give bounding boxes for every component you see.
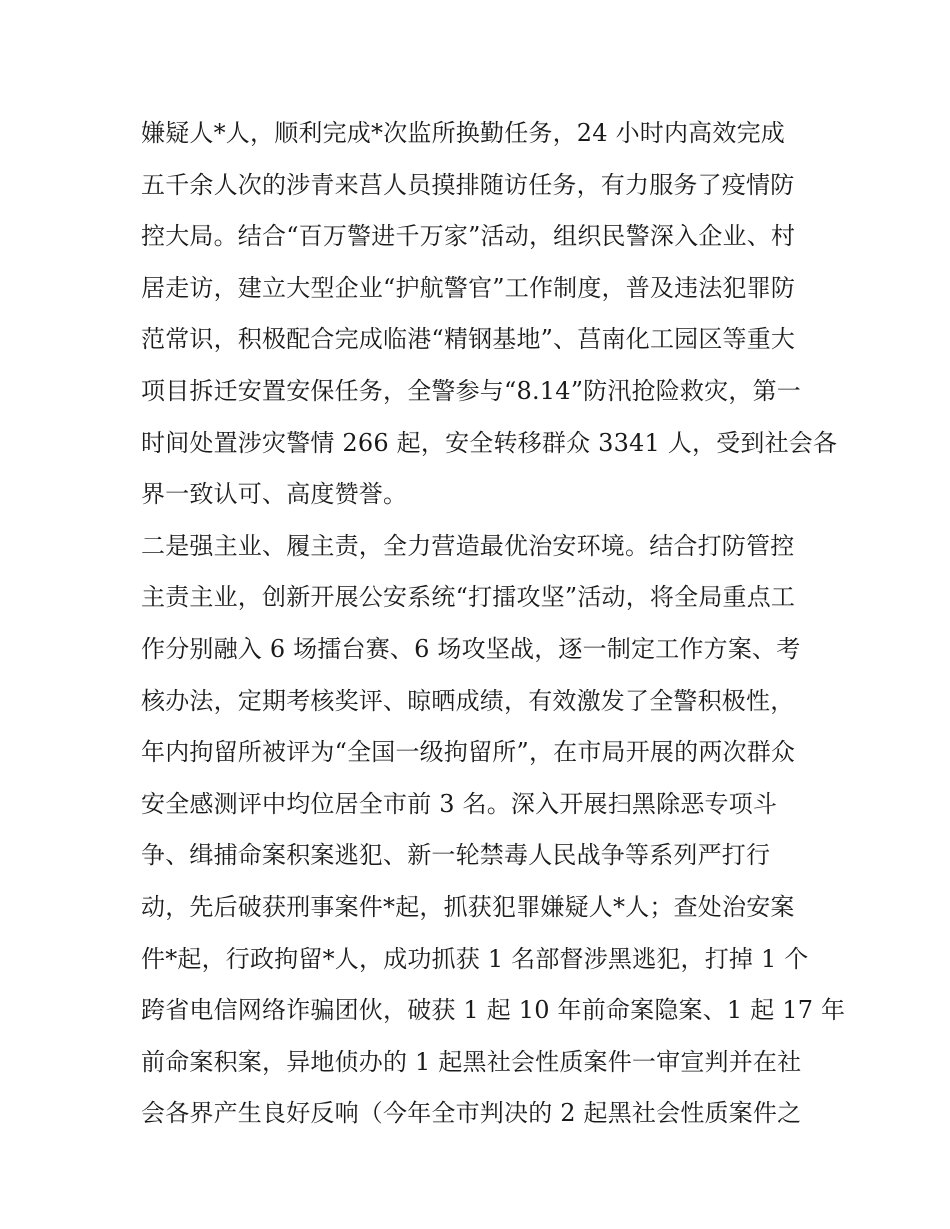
- text-line: 安全感测评中均位居全市前 3 名。深入开展扫黑除恶专项斗: [141, 789, 778, 818]
- text-line: 居走访，建立大型企业“护航警官”工作制度，普及违法犯罪防: [141, 273, 796, 302]
- text-line: 跨省电信网络诈骗团伙，破获 1 起 10 年前命案隐案、1 起 17 年: [141, 996, 846, 1025]
- text-line: 五千余人次的涉青来莒人员摸排随访任务，有力服务了疫情防: [141, 170, 795, 199]
- text-line: 动，先后破获刑事案件*起，抓获犯罪嫌疑人*人；查处治安案: [141, 892, 795, 921]
- text-line: 项目拆迁安置安保任务，全警参与“8.14”防汛抢险救灾，第一: [141, 376, 801, 405]
- text-line: 二是强主业、履主责，全力营造最优治安环境。结合打防管控: [141, 531, 795, 560]
- text-line: 控大局。结合“百万警进千万家”活动，组织民警深入企业、村: [141, 222, 796, 251]
- text-line: 件*起，行政拘留*人，成功抓获 1 名部督涉黑逃犯，打掉 1 个: [141, 944, 809, 973]
- text-line: 主责主业，创新开展公安系统“打擂攻坚”活动，将全局重点工: [141, 583, 796, 612]
- text-line: 时间处置涉灾警情 266 起，安全转移群众 3341 人，受到社会各: [141, 428, 838, 457]
- text-line: 前命案积案，异地侦办的 1 起黑社会性质案件一审宣判并在社: [141, 1047, 802, 1076]
- text-line: 核办法，定期考核奖评、晾晒成绩，有效激发了全警积极性，: [141, 686, 795, 715]
- text-line: 界一致认可、高度赞誉。: [141, 480, 408, 509]
- body-text: [141, 108, 846, 1140]
- text-line: 嫌疑人*人，顺利完成*次监所换勤任务，24 小时内高效完成: [141, 119, 785, 147]
- text-line: 作分别融入 6 场擂台赛、6 场攻坚战，逐一制定工作方案、考: [141, 634, 801, 663]
- text-line: 会各界产生良好反响（今年全市判决的 2 起黑社会性质案件之: [141, 1099, 802, 1128]
- text-line: 年内拘留所被评为“全国一级拘留所”，在市局开展的两次群众: [141, 738, 796, 767]
- text-line: 争、缉捕命案积案逃犯、新一轮禁毒人民战争等系列严打行: [141, 841, 771, 870]
- text-line: 范常识，积极配合完成临港“精钢基地”、莒南化工园区等重大: [141, 325, 796, 354]
